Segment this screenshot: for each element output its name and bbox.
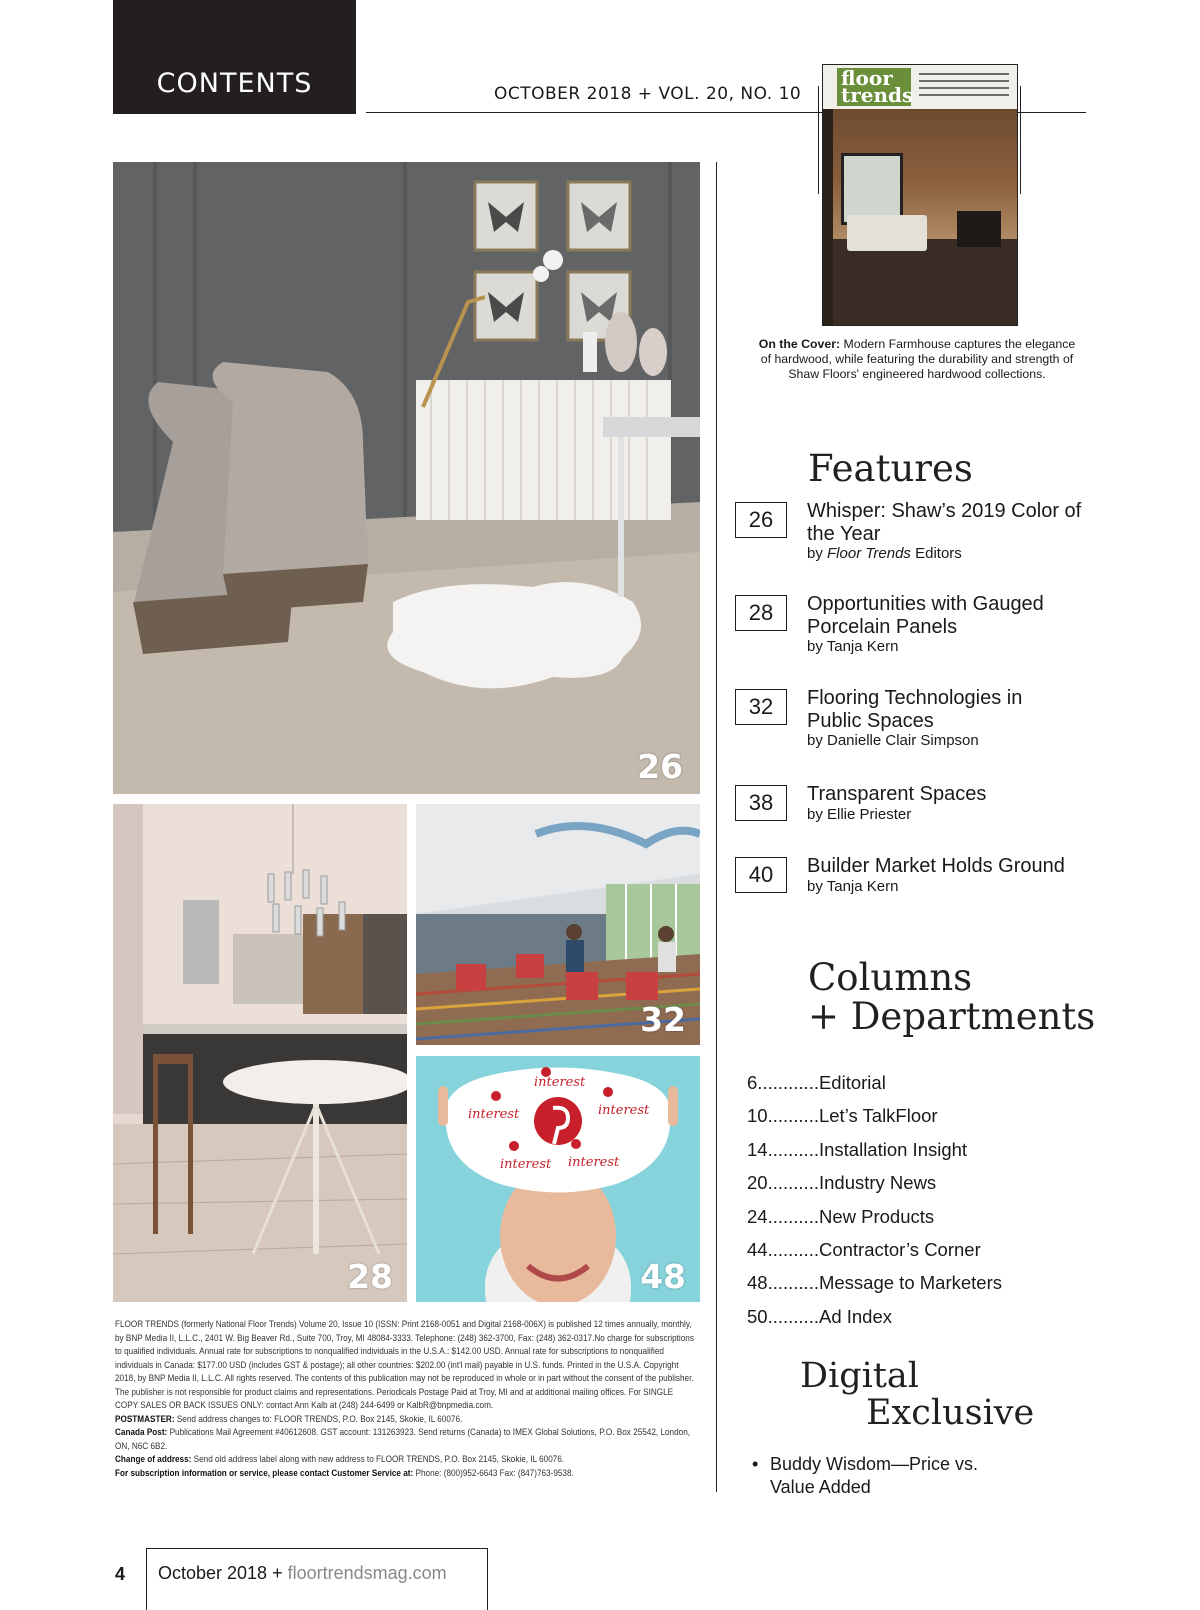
cover-caption: On the Cover: Modern Farmhouse captures the elegance of hardwood, while featuring the durability and strength of Shaw Floors' engineered hardwood collections. — [758, 337, 1076, 381]
column-divider — [716, 162, 717, 1492]
department-item[interactable]: 24..........New Products — [747, 1205, 935, 1227]
photo-pinterest-marketing[interactable] — [416, 1056, 700, 1302]
cover-headlines — [919, 73, 1009, 101]
footer-date: October 2018 — [158, 1563, 268, 1583]
photo-porcelain-kitchen[interactable] — [113, 804, 407, 1302]
photo-public-spaces[interactable] — [416, 804, 700, 1045]
cover-chair — [957, 211, 1001, 247]
feature-byline: by Tanja Kern — [807, 638, 899, 655]
cover-bracket-right — [1020, 86, 1021, 194]
feature-title: Opportunities with Gauged Porcelain Panels — [807, 593, 1044, 638]
cover-sofa — [847, 215, 927, 251]
page-number: 4 — [115, 1564, 126, 1584]
columns-heading: Columns + Departments — [808, 956, 1096, 1038]
feature-byline: by Ellie Priester — [807, 806, 912, 823]
feature-title: Whisper: Shaw’s 2019 Color of the Year — [807, 500, 1082, 545]
contents-header-block — [113, 0, 356, 114]
feature-title: Builder Market Holds Ground — [807, 855, 1065, 877]
photo-page-number: 48 — [640, 1257, 686, 1296]
cover-bracket-left — [818, 86, 819, 194]
department-item[interactable]: 20..........Industry News — [747, 1172, 937, 1194]
feature-title: Transparent Spaces — [807, 783, 987, 805]
feature-byline: by Floor Trends Editors — [807, 545, 962, 562]
kitchen-illustration — [113, 804, 407, 1302]
digital-exclusive-heading: Digital Exclusive — [800, 1356, 1035, 1433]
feature-page-number: 28 — [735, 595, 787, 631]
issue-line: OCTOBER 2018 + VOL. 20, NO. 10 — [494, 84, 802, 104]
cover-thumbnail[interactable] — [822, 64, 1018, 326]
publication-fineprint: FLOOR TRENDS (formerly National Floor Trends) Volume 20, Issue 10 (ISSN: Print 2168-0051 and Digital 2168-006X) is published 12 times annually, monthly, by BNP Media II, L.L.C., 2401 W. Big Beaver Rd., Suite 700, Troy, MI 48084-3333. Telephone: (248) 362-3700, Fax: (248) 362-0317.No charge for subscriptions to qualified individuals. Annual rate for subscriptions to nonqualified individuals in the U.S.A.: $142.00 USD. Annual rate for subscriptions to nonqualified individuals in Canada: $177.00 USD (includes GST & postage); all other countries: $202.00 (int'l mail) payable in U.S. funds. Printed in the U.S.A. Copyright 2018, by BNP Media II, L.L.C. All rights reserved. The contents of this publication may not be reproduced in whole or in part without the consent of the publisher. The publisher is not responsible for product claims and representations. Periodicals Postage Paid at Troy, MI and at additional mailing offices. For SINGLE COPY SALES OR BACK ISSUES ONLY: contact Ann Kalb at (248) 244-6499 or KalbR@bnpmedia.com. POSTMASTER: Send address changes to: FLOOR TRENDS, P.O. Box 2145, Skokie, IL 60076. Canada Post: Publications Mail Agreement #40612608. GST account: 131263923. Send returns (Canada) to IMEX Global Solutions, P.O. Box 25542, London, ON, N6C 6B2. Change of address: Send old address label along with new address to FLOOR TRENDS, P.O. Box 2145, Skokie, IL 60076. For subscription information or service, please contact Customer Service at: Phone: (800)952-6643 Fax: (847)763-9538. — [115, 1319, 694, 1478]
header-rule — [366, 112, 822, 113]
floor-trends-logo: floor trends — [837, 68, 911, 106]
feature-page-number: 26 — [735, 502, 787, 538]
footer-url[interactable]: floortrendsmag.com — [287, 1563, 447, 1583]
departments-list — [747, 1066, 1002, 1333]
department-item[interactable]: 10..........Let’s TalkFloor — [747, 1105, 938, 1127]
photo-whisper-living-room[interactable] — [113, 162, 700, 794]
digital-exclusive-title: Buddy Wisdom—Price vs. Value Added — [770, 1454, 979, 1497]
svg-text:interest: interest — [568, 1155, 620, 1170]
features-heading: Features — [808, 447, 973, 490]
feature-byline: by Danielle Clair Simpson — [807, 732, 979, 749]
bullet-icon: • — [752, 1454, 759, 1474]
cover-spine — [823, 109, 833, 325]
section-label: CONTENTS — [156, 68, 313, 99]
photo-page-number: 32 — [640, 1000, 686, 1039]
department-item[interactable]: 14..........Installation Insight — [747, 1138, 968, 1160]
svg-text:interest: interest — [598, 1103, 650, 1118]
svg-text:interest: interest — [534, 1075, 586, 1090]
feature-title: Flooring Technologies in Public Spaces — [807, 687, 1023, 732]
department-item[interactable]: 50..........Ad Index — [747, 1305, 893, 1327]
department-item[interactable]: 6............Editorial — [747, 1072, 886, 1093]
department-item[interactable]: 48..........Message to Marketers — [747, 1272, 1002, 1294]
svg-text:interest: interest — [500, 1157, 552, 1172]
feature-page-number: 40 — [735, 857, 787, 893]
feature-byline: by Tanja Kern — [807, 878, 899, 895]
department-item[interactable]: 44..........Contractor’s Corner — [747, 1238, 981, 1260]
feature-page-number: 32 — [735, 689, 787, 725]
cover-floor — [833, 239, 1017, 325]
photo-page-number: 26 — [637, 747, 683, 786]
svg-text:interest: interest — [468, 1107, 520, 1122]
photo-page-number: 28 — [347, 1257, 393, 1296]
living-room-illustration — [113, 162, 700, 794]
header-rule-right — [1016, 112, 1086, 113]
feature-page-number: 38 — [735, 785, 787, 821]
footer-text: October 2018 + floortrendsmag.com — [158, 1563, 447, 1583]
